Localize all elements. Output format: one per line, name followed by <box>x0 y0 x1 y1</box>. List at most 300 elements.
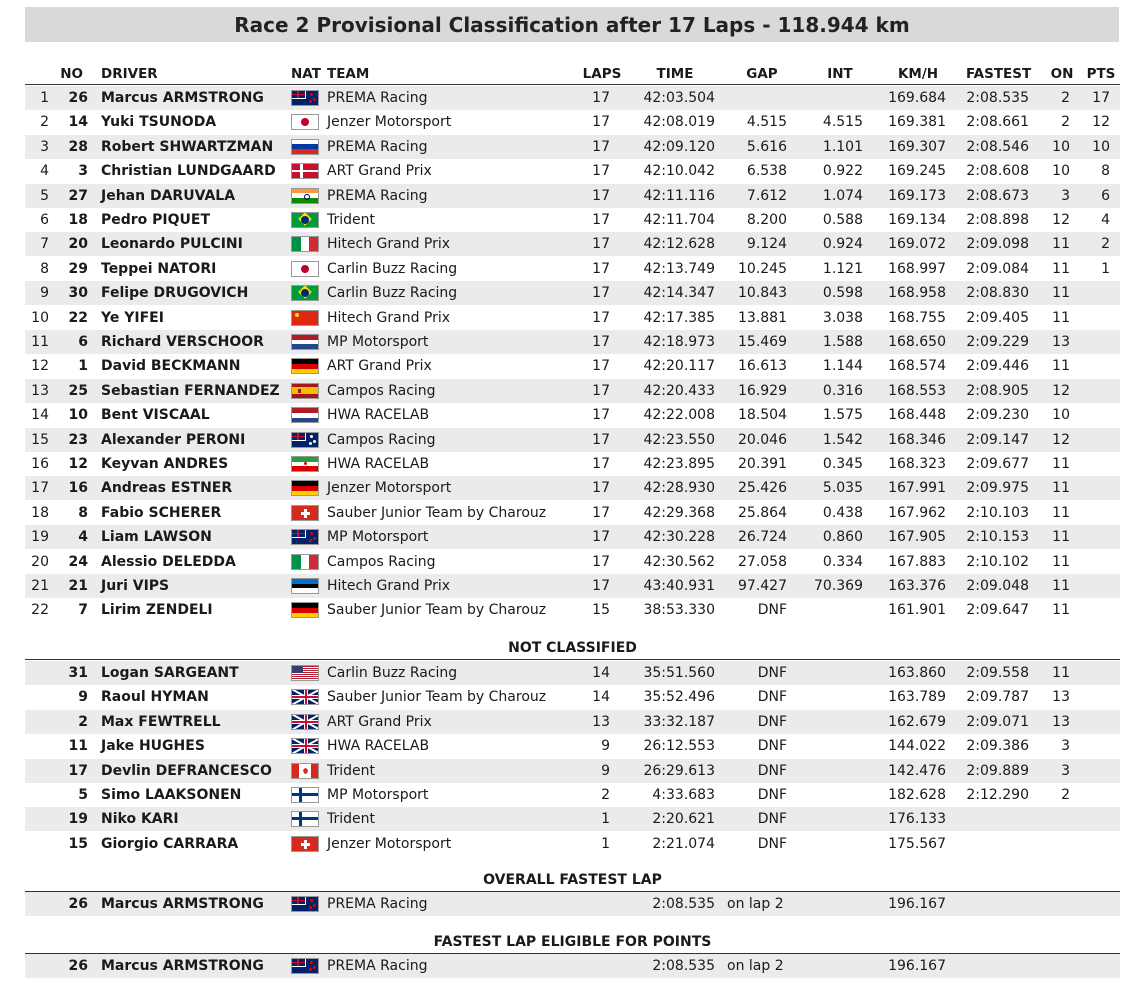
header-gap: GAP <box>746 66 778 82</box>
cell-pts <box>1080 574 1110 598</box>
cell-gap: 7.612 <box>746 187 787 204</box>
cell-fastest: 2:09.048 <box>966 578 1029 594</box>
cell-int: 1.144 <box>822 358 863 375</box>
flag-fin-icon <box>291 787 319 803</box>
flag-nzl-icon <box>291 896 319 912</box>
table-row <box>25 232 1120 256</box>
cell-gap: 6.538 <box>746 163 787 180</box>
cell-driver: Max FEWTRELL <box>101 713 221 730</box>
cell-pts <box>1080 452 1110 476</box>
table-row <box>25 428 1120 452</box>
cell-no: 14 <box>68 114 88 131</box>
cell-int: 0.316 <box>822 382 863 399</box>
table-row <box>25 354 1120 378</box>
cell-fastest: 2:09.230 <box>966 407 1029 424</box>
cell-on: 13 <box>1052 713 1070 730</box>
cell-gap: 9.124 <box>746 236 787 253</box>
cell-on <box>1040 832 1070 856</box>
cell-fastest: 2:12.290 <box>966 787 1029 803</box>
cell-gap: 25.426 <box>738 480 787 497</box>
cell-pos: 7 <box>40 236 49 253</box>
flag-ita-icon <box>291 236 319 252</box>
cell-no: 31 <box>68 665 88 681</box>
cell-pts: 1 <box>1101 260 1110 277</box>
header-on: ON <box>1050 66 1074 82</box>
flag-ned-icon <box>291 407 319 423</box>
cell-driver: Logan SARGEANT <box>101 665 239 681</box>
flag-nzl-icon <box>291 958 319 974</box>
cell-laps: 17 <box>592 90 610 106</box>
flag-nzl-icon <box>291 90 319 106</box>
cell-kmh: 168.448 <box>888 407 946 424</box>
cell-kmh: 168.553 <box>888 382 946 399</box>
flag-chn-icon <box>291 310 319 326</box>
table-row <box>25 257 1120 281</box>
cell-driver: Robert SHWARTZMAN <box>101 138 274 155</box>
cell-gap: 15.469 <box>738 334 787 350</box>
cell-fastest: 2:08.673 <box>966 187 1029 204</box>
cell-pts: 8 <box>1101 163 1110 180</box>
cell-int: 0.860 <box>822 529 863 546</box>
cell-laps: 13 <box>592 713 610 730</box>
cell-time: 42:13.749 <box>643 260 715 277</box>
cell-int: 0.924 <box>822 236 863 253</box>
table-row <box>25 476 1120 500</box>
cell-fastest: 2:09.787 <box>966 689 1029 706</box>
cell-no: 30 <box>68 285 88 302</box>
cell-gap: DNF <box>757 787 787 803</box>
cell-driver: Liam LAWSON <box>101 529 212 546</box>
cell-laps: 17 <box>592 578 610 594</box>
cell-pts: 12 <box>1092 114 1110 131</box>
cell-pos: 3 <box>40 138 49 155</box>
cell-on <box>1040 807 1070 831</box>
cell-driver: Felipe DRUGOVICH <box>101 285 249 302</box>
cell-kmh: 168.997 <box>888 260 946 277</box>
cell-fastest: 2:09.446 <box>966 358 1029 375</box>
table-row <box>25 574 1120 598</box>
cell-int <box>800 598 863 622</box>
cell-no: 9 <box>78 689 88 706</box>
cell-time: 42:08.019 <box>643 114 715 131</box>
cell-on: 11 <box>1052 504 1070 521</box>
header-int: INT <box>827 66 853 82</box>
cell-on: 2 <box>1061 787 1070 803</box>
cell-pts <box>1080 734 1110 758</box>
cell-pts <box>1080 550 1110 574</box>
cell-no: 2 <box>78 713 88 730</box>
cell-int: 1.588 <box>822 334 863 350</box>
cell-int <box>800 734 863 758</box>
cell-pts: 6 <box>1101 187 1110 204</box>
cell-team: PREMA Racing <box>327 138 428 155</box>
cell-pts <box>1080 476 1110 500</box>
cell-laps: 17 <box>592 480 610 497</box>
cell-pts <box>1080 501 1110 525</box>
cell-team: Jenzer Motorsport <box>327 480 452 497</box>
cell-pos: 12 <box>31 358 49 375</box>
cell-gap: 27.058 <box>738 553 787 570</box>
cell-laps: 17 <box>592 431 610 448</box>
cell-team: Hitech Grand Prix <box>327 309 451 326</box>
flag-jpn-icon <box>291 114 319 130</box>
cell-gap: DNF <box>757 762 787 779</box>
cell-pos: 4 <box>40 163 49 180</box>
cell-no: 26 <box>68 896 88 912</box>
cell-no: 22 <box>68 309 88 326</box>
cell-gap: 10.245 <box>738 260 787 277</box>
cell-time: 42:10.042 <box>643 163 715 180</box>
cell-pts <box>1080 379 1110 403</box>
not-classified-title: NOT CLASSIFIED <box>508 640 637 656</box>
flag-sui-icon <box>291 836 319 852</box>
cell-kmh: 169.072 <box>888 236 946 253</box>
cell-on: 11 <box>1052 456 1070 472</box>
cell-gap: DNF <box>757 602 787 619</box>
cell-time: 43:40.931 <box>643 578 715 594</box>
cell-pos: 11 <box>31 334 49 350</box>
table-row <box>25 685 1120 709</box>
cell-laps: 17 <box>592 114 610 131</box>
cell-time: 42:14.347 <box>643 285 715 302</box>
cell-driver: Juri VIPS <box>101 578 170 594</box>
cell-on: 11 <box>1052 602 1070 619</box>
cell-pts <box>1080 330 1110 354</box>
cell-driver: Marcus ARMSTRONG <box>101 896 264 912</box>
flag-est-icon <box>291 578 319 594</box>
cell-on: 11 <box>1052 309 1070 326</box>
cell-no: 12 <box>68 456 88 472</box>
cell-kmh: 163.789 <box>888 689 946 706</box>
cell-fastest <box>955 832 1029 856</box>
cell-int <box>800 783 863 807</box>
cell-no: 15 <box>68 835 88 852</box>
cell-on: 2 <box>1061 90 1070 106</box>
flag-ned-icon <box>291 334 319 350</box>
cell-no: 8 <box>78 504 88 521</box>
flag-ita-icon <box>291 554 319 570</box>
cell-fastest: 2:09.647 <box>966 602 1029 619</box>
cell-laps: 17 <box>592 309 610 326</box>
cell-team: Carlin Buzz Racing <box>327 665 458 681</box>
table-row <box>25 525 1120 549</box>
cell-team: ART Grand Prix <box>327 163 432 180</box>
cell-kmh: 169.307 <box>888 138 946 155</box>
cell-time: 42:30.562 <box>643 553 715 570</box>
cell-team: MP Motorsport <box>327 787 429 803</box>
cell-kmh: 144.022 <box>888 738 946 755</box>
cell-time: 42:23.895 <box>643 456 715 472</box>
table-row <box>25 86 1120 110</box>
cell-no: 10 <box>68 407 88 424</box>
cell-kmh: 168.346 <box>888 431 946 448</box>
cell-laps: 17 <box>592 138 610 155</box>
cell-team: HWA RACELAB <box>327 407 430 424</box>
header-fastest: FASTEST <box>966 66 1032 82</box>
flag-ger-icon <box>291 480 319 496</box>
cell-pos: 8 <box>40 260 49 277</box>
cell-kmh: 168.755 <box>888 309 946 326</box>
cell-team: Hitech Grand Prix <box>327 578 451 594</box>
cell-laps: 17 <box>592 187 610 204</box>
cell-time: 38:53.330 <box>643 602 715 619</box>
cell-no: 17 <box>68 762 88 779</box>
cell-gap: 25.864 <box>738 504 787 521</box>
cell-driver: Marcus ARMSTRONG <box>101 90 264 106</box>
cell-pts <box>1080 281 1110 305</box>
table-header <box>0 64 1142 84</box>
cell-int: 1.575 <box>822 407 863 424</box>
cell-kmh: 182.628 <box>888 787 946 803</box>
cell-time: 35:52.496 <box>643 689 715 706</box>
cell-fastest: 2:09.098 <box>966 236 1029 253</box>
table-row <box>25 379 1120 403</box>
cell-no: 7 <box>78 602 88 619</box>
cell-int: 4.515 <box>822 114 863 131</box>
cell-team: PREMA Racing <box>327 90 428 106</box>
cell-gap: 16.613 <box>738 358 787 375</box>
cell-pos <box>25 685 49 709</box>
cell-laps: 9 <box>601 738 610 755</box>
cell-laps: 17 <box>592 553 610 570</box>
cell-fastest: 2:08.905 <box>966 382 1029 399</box>
cell-driver: Devlin DEFRANCESCO <box>101 762 272 779</box>
header-pts: PTS <box>1086 66 1116 82</box>
cell-fastest: 2:08.830 <box>966 285 1029 302</box>
cell-on: 3 <box>1061 738 1070 755</box>
flag-ger-icon <box>291 358 319 374</box>
cell-pos: 2 <box>40 114 49 131</box>
cell-no: 1 <box>78 358 88 375</box>
cell-no: 4 <box>78 529 88 546</box>
flag-rus-icon <box>291 139 319 155</box>
cell-pos <box>25 832 49 856</box>
flag-sui-icon <box>291 505 319 521</box>
cell-laps: 9 <box>601 762 610 779</box>
overall-fastest-title: OVERALL FASTEST LAP <box>483 872 662 888</box>
cell-pos: 10 <box>31 309 49 326</box>
cell-team: PREMA Racing <box>327 896 428 912</box>
cell-pos: 6 <box>40 212 49 228</box>
header-nat: NAT <box>291 66 321 82</box>
table-row <box>25 734 1120 758</box>
cell-fastest: 2:09.084 <box>966 260 1029 277</box>
cell-driver: Bent VISCAAL <box>101 407 210 424</box>
cell-team: Jenzer Motorsport <box>327 114 452 131</box>
cell-pos <box>25 783 49 807</box>
cell-time: 42:18.973 <box>643 334 715 350</box>
cell-int: 5.035 <box>822 480 863 497</box>
cell-int: 1.121 <box>822 260 863 277</box>
cell-kmh: 167.962 <box>888 504 946 521</box>
cell-on: 10 <box>1052 163 1070 180</box>
cell-fastest: 2:09.558 <box>966 665 1029 681</box>
cell-time: 2:08.535 <box>652 896 715 912</box>
cell-team: Sauber Junior Team by Charouz <box>327 689 547 706</box>
cell-on: 10 <box>1052 138 1070 155</box>
cell-kmh: 169.684 <box>888 90 946 106</box>
cell-driver: Ye YIFEI <box>101 309 164 326</box>
cell-on: 10 <box>1052 407 1070 424</box>
cell-no: 21 <box>68 578 88 594</box>
cell-int <box>800 710 863 734</box>
cell-laps: 17 <box>592 382 610 399</box>
cell-pts <box>1080 354 1110 378</box>
flag-gbr-icon <box>291 714 319 730</box>
cell-gap: DNF <box>757 835 787 852</box>
cell-pos: 16 <box>31 456 49 472</box>
cell-kmh: 169.245 <box>888 163 946 180</box>
cell-fastest: 2:09.229 <box>966 334 1029 350</box>
cell-time: 42:22.008 <box>643 407 715 424</box>
cell-driver: Keyvan ANDRES <box>101 456 229 472</box>
cell-kmh: 176.133 <box>888 811 946 828</box>
cell-fastest: 2:09.677 <box>966 456 1029 472</box>
cell-on: 11 <box>1052 260 1070 277</box>
table-row <box>25 550 1120 574</box>
cell-on: 11 <box>1052 665 1070 681</box>
cell-on: 12 <box>1052 382 1070 399</box>
cell-pos: 18 <box>31 504 49 521</box>
flag-bra-icon <box>291 285 319 301</box>
flag-gbr-icon <box>291 738 319 754</box>
cell-fastest: 2:08.535 <box>966 90 1029 106</box>
cell-time: 42:03.504 <box>643 90 715 106</box>
cell-gap: DNF <box>757 665 787 681</box>
cell-laps: 17 <box>592 504 610 521</box>
cell-laps: 17 <box>592 358 610 375</box>
cell-pos: 5 <box>40 187 49 204</box>
table-row <box>25 783 1120 807</box>
cell-on: 11 <box>1052 236 1070 253</box>
cell-gap: 97.427 <box>738 578 787 594</box>
cell-int: 1.101 <box>822 138 863 155</box>
cell-pts <box>1080 783 1110 807</box>
cell-team: Trident <box>327 762 376 779</box>
cell-kmh: 167.991 <box>888 480 946 497</box>
flag-fin-icon <box>291 811 319 827</box>
cell-no: 19 <box>68 811 88 828</box>
table-row <box>25 759 1120 783</box>
cell-no: 23 <box>68 431 88 448</box>
cell-pos: 9 <box>40 285 49 302</box>
cell-pos: 13 <box>31 382 49 399</box>
table-row <box>25 598 1120 622</box>
cell-team: Sauber Junior Team by Charouz <box>327 602 547 619</box>
cell-team: PREMA Racing <box>327 958 428 974</box>
cell-team: Campos Racing <box>327 553 436 570</box>
cell-no: 25 <box>68 382 88 399</box>
cell-no: 3 <box>78 163 88 180</box>
cell-team: Sauber Junior Team by Charouz <box>327 504 547 521</box>
table-row <box>25 208 1120 232</box>
cell-pos <box>25 710 49 734</box>
cell-team: Jenzer Motorsport <box>327 835 452 852</box>
cell-pts <box>1080 428 1110 452</box>
cell-fastest: 2:09.147 <box>966 431 1029 448</box>
cell-laps: 17 <box>592 236 610 253</box>
cell-int <box>800 661 863 685</box>
cell-fastest <box>955 807 1029 831</box>
cell-no: 16 <box>68 480 88 497</box>
cell-int <box>800 807 863 831</box>
cell-pts: 10 <box>1092 138 1110 155</box>
cell-gap: 16.929 <box>738 382 787 399</box>
cell-fastest: 2:09.405 <box>966 309 1029 326</box>
cell-pts: 2 <box>1101 236 1110 253</box>
cell-gap: DNF <box>757 689 787 706</box>
flag-esp-icon <box>291 383 319 399</box>
flag-iri-icon <box>291 456 319 472</box>
cell-time: 2:08.535 <box>652 958 715 974</box>
cell-time: 4:33.683 <box>652 787 715 803</box>
cell-gap: 8.200 <box>746 212 787 228</box>
flag-aus-icon <box>291 432 319 448</box>
header-kmh: KM/H <box>897 66 939 82</box>
flag-ger-icon <box>291 602 319 618</box>
cell-fastest: 2:09.386 <box>966 738 1029 755</box>
cell-pts: 4 <box>1101 212 1110 228</box>
cell-team: ART Grand Prix <box>327 358 432 375</box>
cell-time: 42:30.228 <box>643 529 715 546</box>
cell-kmh: 167.883 <box>888 553 946 570</box>
cell-laps: 2 <box>601 787 610 803</box>
cell-fastest: 2:09.071 <box>966 713 1029 730</box>
cell-time: 42:20.117 <box>643 358 715 375</box>
cell-gap: 26.724 <box>738 529 787 546</box>
cell-kmh: 169.173 <box>888 187 946 204</box>
cell-int: 0.438 <box>822 504 863 521</box>
cell-driver: Yuki TSUNODA <box>101 114 217 131</box>
cell-gap: 10.843 <box>738 285 787 302</box>
cell-pos: 21 <box>31 578 49 594</box>
cell-on: 11 <box>1052 358 1070 375</box>
cell-fastest: 2:10.102 <box>966 553 1029 570</box>
cell-laps: 1 <box>601 811 610 828</box>
cell-no: 24 <box>68 553 88 570</box>
cell-fastest: 2:10.103 <box>966 504 1029 521</box>
cell-kmh: 175.567 <box>888 835 946 852</box>
cell-laps: 14 <box>592 665 610 681</box>
table-row <box>25 184 1120 208</box>
page-title: Race 2 Provisional Classification after 17 Laps - 118.944 km <box>25 7 1119 42</box>
cell-on: 3 <box>1061 762 1070 779</box>
cell-laps: 17 <box>592 334 610 350</box>
cell-pos <box>25 661 49 685</box>
cell-kmh: 196.167 <box>888 958 946 974</box>
header-no: NO <box>60 66 83 82</box>
cell-driver: Alexander PERONI <box>101 431 246 448</box>
cell-gap: DNF <box>757 713 787 730</box>
cell-pts <box>1080 661 1110 685</box>
cell-laps: 17 <box>592 407 610 424</box>
table-row <box>25 710 1120 734</box>
cell-pts <box>1080 759 1110 783</box>
cell-fastest: 2:09.975 <box>966 480 1029 497</box>
cell-int: 0.345 <box>822 456 863 472</box>
table-row <box>25 452 1120 476</box>
cell-kmh: 163.376 <box>888 578 946 594</box>
cell-pos: 1 <box>40 90 49 106</box>
cell-time: 42:28.930 <box>643 480 715 497</box>
cell-kmh: 168.574 <box>888 358 946 375</box>
cell-team: MP Motorsport <box>327 529 429 546</box>
cell-driver: Pedro PIQUET <box>101 212 211 228</box>
flag-bra-icon <box>291 212 319 228</box>
cell-time: 35:51.560 <box>643 665 715 681</box>
header-pos <box>25 64 49 84</box>
cell-laps: 1 <box>601 835 610 852</box>
